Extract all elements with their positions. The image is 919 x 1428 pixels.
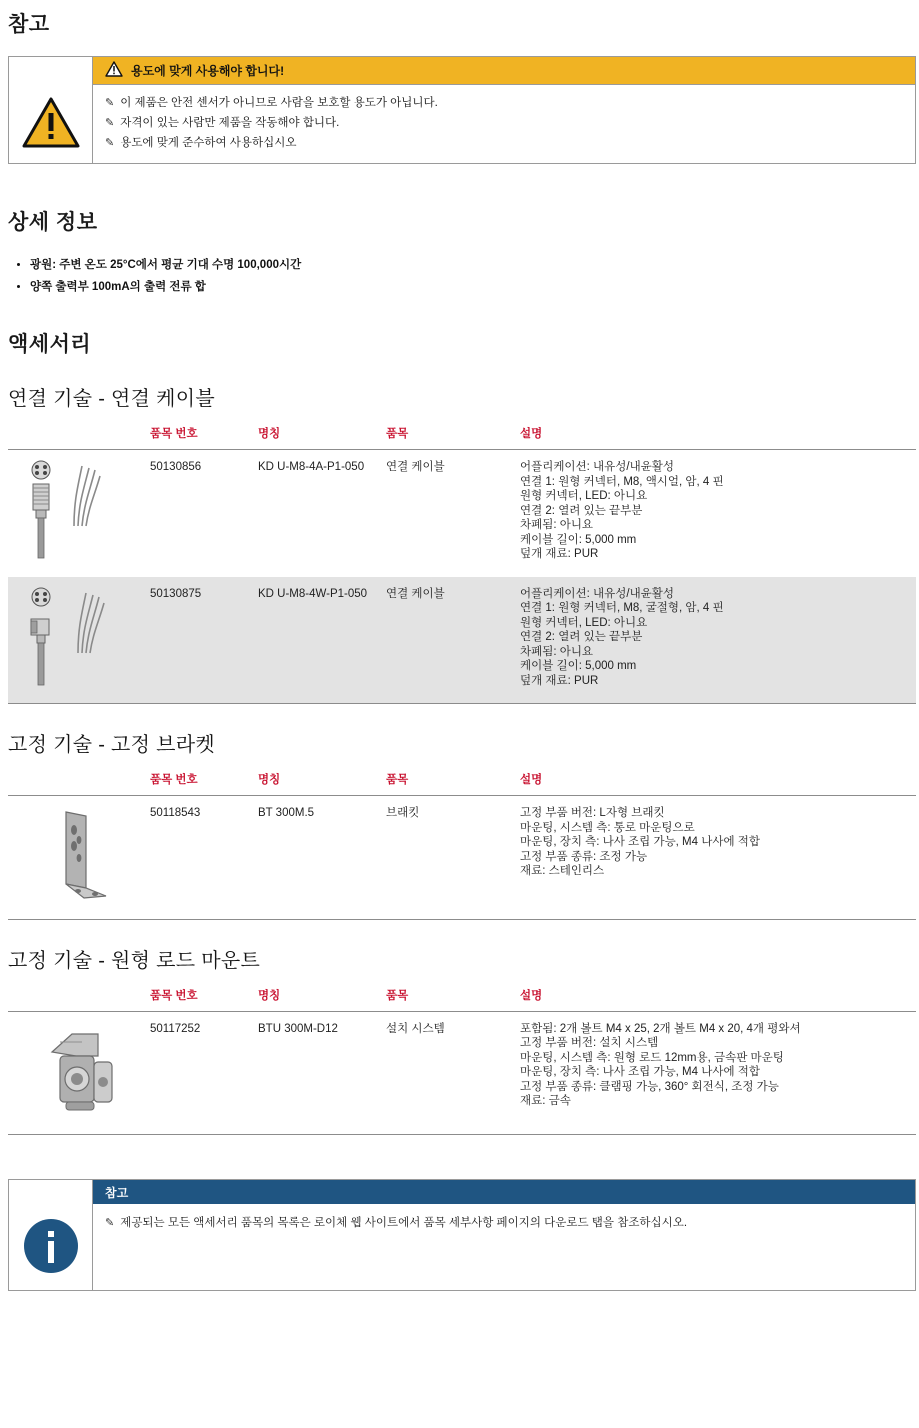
desc-line: 고정 부품 종류: 조정 가능 (520, 850, 648, 863)
part-description (514, 450, 916, 577)
table-row (8, 577, 916, 704)
column-header-name: 명칭 (252, 983, 380, 1012)
table-header-row (8, 983, 916, 1012)
info-notice-header (9, 1180, 915, 1204)
column-header-part-no: 품목 번호 (144, 767, 252, 796)
column-header-description: 설명 (514, 767, 916, 796)
accessory-section-title: 연결 기술 - 연결 케이블 (8, 388, 215, 410)
column-header-description: 설명 (514, 421, 916, 450)
table-header-row (8, 767, 916, 796)
part-number: 50130856 (150, 461, 202, 473)
part-number: 50130875 (144, 577, 252, 704)
desc-line: 연결 2: 열려 있는 끝부분 (520, 504, 643, 517)
desc-line: 고정 부품 버전: L자형 브래킷 (520, 807, 665, 819)
part-number: 50118543 (144, 796, 252, 920)
info-line-text: 제공되는 모든 액세서리 품목의 목록은 로이체 웹 사이트에서 품목 세부사항 페이지의 다운로드 탭을 참조하십시오. (120, 1217, 688, 1229)
accessories-heading: 액세서리 (8, 333, 92, 356)
warning-header-spacer (9, 57, 93, 85)
details-list (8, 254, 909, 298)
warning-notice-body (9, 85, 915, 163)
warning-icon-cell (9, 85, 93, 163)
part-item: 연결 케이블 (380, 577, 514, 704)
pen-bullet-icon: ✎ (105, 117, 115, 129)
part-name: KD U-M8-4W-P1-050 (252, 577, 380, 704)
column-header-image (8, 421, 144, 450)
page-title: 참고 (8, 13, 50, 36)
part-name: KD U-M8-4A-P1-050 (258, 461, 365, 473)
pen-bullet-icon: ✎ (105, 97, 115, 109)
accessory-table-cables (8, 421, 916, 704)
pen-bullet-icon: ✎ (105, 1217, 115, 1229)
table-header-row (8, 421, 916, 450)
warning-header-content (93, 61, 284, 80)
part-item: 연결 케이블 (386, 461, 445, 473)
warning-triangle-large-icon (22, 97, 80, 152)
desc-line: 재료: 스테인리스 (520, 865, 605, 877)
table-row (8, 450, 916, 577)
desc-line: 마운팅, 장치 측: 나사 조립 가능, M4 나사에 적합 (520, 1066, 760, 1078)
desc-line: 마운팅, 시스템 측: 통로 마운팅으로 (520, 821, 695, 834)
part-name: BTU 300M-D12 (252, 1011, 380, 1135)
product-image-cell (8, 1011, 144, 1135)
accessory-section-title: 고정 기술 - 원형 로드 마운트 (8, 949, 261, 972)
warning-notice-box (8, 56, 916, 164)
info-title: 참고 (105, 1185, 129, 1200)
info-notice-box (8, 1179, 916, 1291)
info-header-spacer (9, 1180, 93, 1204)
desc-line: 원형 커넥터, LED: 아니요 (520, 490, 648, 502)
desc-line: 고정 부품 종류: 클램핑 가능, 360° 회전식, 조정 가능 (520, 1080, 779, 1093)
desc-line: 연결 1: 원형 커넥터, M8, 액시얼, 암, 4 핀 (520, 475, 724, 488)
desc-line: 마운팅, 장치 측: 나사 조립 가능, M4 나사에 적합 (520, 836, 760, 848)
desc-line: 어플리케이션: 내유성/내윤활성 (520, 587, 675, 600)
desc-line: 차폐됨: 아니요 (520, 645, 594, 658)
table-row (8, 1011, 916, 1135)
part-name: BT 300M.5 (252, 796, 380, 920)
desc-line: 연결 2: 열려 있는 끝부분 (520, 631, 643, 643)
warning-text-list (93, 85, 915, 163)
desc-line: 덮개 재료: PUR (520, 674, 599, 687)
warning-line (105, 113, 905, 133)
info-notice-body (9, 1204, 915, 1290)
warning-line-text: 자격이 있는 사람만 제품을 작동해야 합니다. (120, 117, 340, 129)
accessory-table-rod-mount (8, 983, 916, 1136)
part-description (514, 796, 916, 920)
straight-m8-connector-cable-icon (28, 460, 54, 565)
column-header-name: 명칭 (252, 421, 380, 450)
warning-line-text: 이 제품은 안전 센서가 아니므로 사람을 보호할 용도가 아닙니다. (120, 97, 438, 109)
part-description (514, 577, 916, 704)
warning-triangle-icon (105, 61, 123, 80)
information-icon (22, 1217, 80, 1278)
info-icon-cell (9, 1204, 93, 1290)
wire-ends-icon (68, 460, 102, 535)
table-row (8, 796, 916, 920)
product-image-cell (8, 450, 144, 577)
column-header-item: 품목 (380, 983, 514, 1012)
column-header-item: 품목 (380, 767, 514, 796)
column-header-part-no: 품목 번호 (144, 421, 252, 450)
desc-line: 마운팅, 시스템 측: 원형 로드 12mm용, 금속판 마운팅 (520, 1051, 784, 1064)
warning-line (105, 93, 905, 113)
info-line (105, 1214, 905, 1232)
warning-line-text: 용도에 맞게 준수하여 사용하십시오 (120, 137, 297, 149)
details-heading: 상세 정보 (8, 211, 98, 234)
angled-m8-connector-cable-icon (28, 587, 58, 692)
product-image-cell (8, 796, 144, 920)
desc-line: 포함됨: 2개 볼트 M4 x 25, 2개 볼트 M4 x 20, 4개 평와셔 (520, 1022, 801, 1035)
column-header-description: 설명 (514, 983, 916, 1012)
wire-ends-icon (72, 587, 106, 662)
desc-line: 차폐됨: 아니요 (520, 519, 594, 531)
warning-notice-header (9, 57, 915, 85)
part-item: 브래킷 (380, 796, 514, 920)
desc-line: 덮개 재료: PUR (520, 548, 599, 560)
desc-line: 케이블 길이: 5,000 mm (520, 533, 637, 546)
column-header-image (8, 767, 144, 796)
column-header-item: 품목 (380, 421, 514, 450)
document-page (0, 8, 919, 1313)
part-description (514, 1011, 916, 1135)
desc-line: 연결 1: 원형 커넥터, M8, 굴절형, 암, 4 핀 (520, 602, 724, 614)
pen-bullet-icon: ✎ (105, 137, 115, 149)
detail-item: • 광원: 주변 온도 25°C에서 평균 기대 수명 100,000시간 (30, 254, 909, 276)
detail-item: • 양쪽 출력부 100mA의 출력 전류 합 (30, 276, 909, 298)
desc-line: 고정 부품 버전: 설치 시스템 (520, 1037, 659, 1049)
warning-title: 용도에 맞게 사용해야 합니다! (131, 64, 285, 78)
accessory-table-bracket (8, 767, 916, 920)
desc-line: 케이블 길이: 5,000 mm (520, 660, 637, 672)
l-mounting-bracket-icon (52, 806, 112, 907)
accessory-section-title: 고정 기술 - 고정 브라켓 (8, 734, 215, 756)
column-header-image (8, 983, 144, 1012)
round-rod-mount-icon (42, 1022, 128, 1123)
part-item: 설치 시스템 (380, 1011, 514, 1135)
warning-line (105, 133, 905, 153)
part-number: 50117252 (144, 1011, 252, 1135)
info-text-list (93, 1204, 915, 1290)
column-header-part-no: 품목 번호 (144, 983, 252, 1012)
desc-line: 어플리케이션: 내유성/내윤활성 (520, 461, 675, 473)
product-image-cell (8, 577, 144, 704)
desc-line: 원형 커넥터, LED: 아니요 (520, 616, 648, 629)
column-header-name: 명칭 (252, 767, 380, 796)
desc-line: 재료: 금속 (520, 1095, 571, 1107)
